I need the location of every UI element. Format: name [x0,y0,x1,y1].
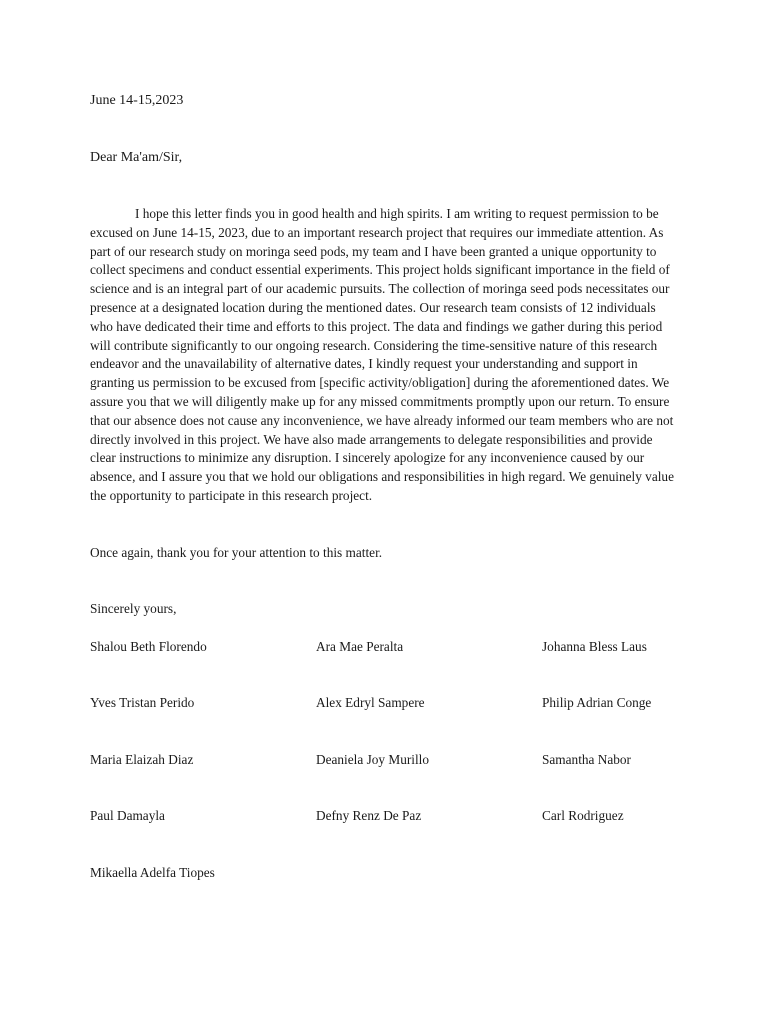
signatory-name: Deaniela Joy Murillo [316,752,429,767]
letter-closing-line: Once again, thank you for your attention to this matter. [90,545,383,560]
signatory-name: Mikaella Adelfa Tiopes [90,865,215,880]
signatory-name: Samantha Nabor [542,752,631,767]
signatory-name: Defny Renz De Paz [316,808,422,823]
signatory-name: Paul Damayla [90,808,165,823]
letter-date: June 14-15,2023 [90,93,184,108]
signatory-name: Maria Elaizah Diaz [90,752,194,767]
letter-body-paragraph: I hope this letter finds you in good health and high spirits. I am writing to request permission to be excused on June 14-15, 2023, due to an important research project that requires our immediate attention. As part of our research study on moringa seed pods, my team and I have been granted a unique opportunity to collect specimens and conduct essential experiments. This project holds significant importance in the field of science and is an integral part of our academic pursuits. The collection of moringa seed pods necessitates our presence at a designated location during the mentioned dates. Our research team consists of 12 individuals who have dedicated their time and efforts to this project. The data and findings we gather during this period will contribute significantly to our ongoing research. Considering the time-sensitive nature of this research endeavor and the unavailability of alternative dates, I kindly request your understanding and support in granting us permission to be excused from [specific activity/obligation] during the aforementioned dates. We assure you that we will diligently make up for any missed commitments promptly upon our return. To ensure that our absence does not cause any inconvenience, we have already informed our team members who are not directly involved in this project. We have also made arrangements to delegate responsibilities and provide clear instructions to minimize any disruption. I sincerely apologize for any inconvenience caused by our absence, and I assure you that we hold our obligations and responsibilities in high regard. We genuinely value the opportunity to participate in this research project. [90,206,674,503]
signatory-name: Philip Adrian Conge [542,695,652,710]
signatory-name: Johanna Bless Laus [542,639,647,654]
letter-salutation: Dear Ma'am/Sir, [90,150,183,165]
letter-signoff: Sincerely yours, [90,601,177,616]
signatory-name: Yves Tristan Perido [90,695,195,710]
signatory-name: Carl Rodriguez [542,808,624,823]
signatory-name: Ara Mae Peralta [316,639,404,654]
signatory-name: Alex Edryl Sampere [316,695,425,710]
signatory-name: Shalou Beth Florendo [90,639,207,654]
